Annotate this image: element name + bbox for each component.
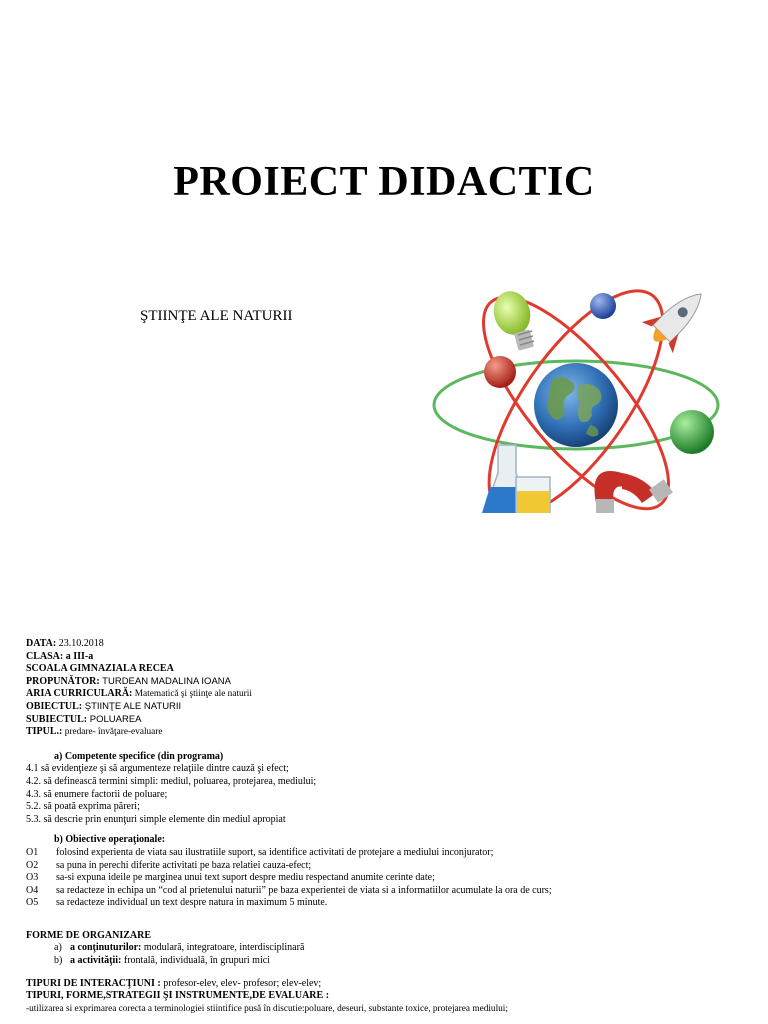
document-body	[26, 638, 756, 1015]
info-subject: OBIECTUL: ŞTIINŢE ALE NATURII	[26, 700, 182, 712]
info-area: ARIA CURRICULARĂ: Matematică şi ştiinţe ale naturii	[26, 688, 252, 700]
objective-item: O5 sa redacteze individual un text despre natura in maximum 5 minute.	[26, 897, 328, 909]
light-bulb-icon	[489, 287, 535, 351]
tipuri-forme-heading: TIPURI, FORME,STRATEGII ŞI INSTRUMENTE,DE EVALUARE :	[26, 990, 330, 1002]
beaker-icon	[516, 477, 550, 513]
competenta-item: 5.3. să descrie prin enunţuri simple elemente din mediul apropiat	[26, 813, 286, 825]
competenta-item: 4.3. să enumere factorii de poluare;	[26, 788, 168, 800]
info-type: TIPUL.: predare- învăţare-evaluare	[26, 726, 163, 738]
obiective-heading: b) Obiective operaţionale:	[54, 834, 166, 846]
earth-globe-icon	[534, 363, 618, 447]
info-topic: SUBIECTUL: POLUAREA	[26, 713, 142, 725]
last-line: -utilizarea si exprimarea corecta a terminologiei stiintifice pusă în discutie:poluare, deseuri, substante toxice, protejarea mediului;	[26, 1003, 508, 1014]
forme-item: b) a activităţii: frontală, individuală, în grupuri mici	[54, 955, 270, 967]
competenta-item: 4.1 să evidenţieze şi să argumenteze relaţiile dintre cauză şi efect;	[26, 763, 289, 775]
info-school: SCOALA GIMNAZIALA RECEA	[26, 663, 174, 675]
objective-item: O4 sa redacteze in echipa un “cod al prietenului naturii” pe baza experientei de viata si a informatiilor acumulate la ora de curs;	[26, 884, 552, 896]
info-class: CLASA: a III-a	[26, 650, 94, 662]
forme-item: a) a conţinuturilor: modulară, integratoare, interdisciplinară	[54, 942, 305, 954]
page-title: PROIECT DIDACTIC	[173, 159, 595, 205]
objective-item: O1 folosind experienta de viata sau ilustratiile suport, sa identifice activitati de protejare a mediului inconjurator;	[26, 846, 494, 858]
tipuri-interactiuni: TIPURI DE INTERACŢIUNI : profesor-elev, elev- profesor; elev-elev;	[26, 977, 322, 989]
objective-item: O3 sa-si expuna ideile pe marginea unui text suport despre mediu respectand anumite cerinte date;	[26, 872, 435, 884]
competenta-item: 4.2. să definească termini simpli: mediul, poluarea, protejarea, mediului;	[26, 775, 317, 787]
blue-sphere-icon	[590, 293, 616, 319]
subject-heading: ŞTIINŢE ALE NATURII	[140, 308, 293, 324]
objective-item: O2 sa puna in perechi diferite activitati pe baza relatiei cauza-efect;	[26, 859, 312, 871]
red-sphere-icon	[484, 356, 516, 388]
competente-heading: a) Competente specifice (din programa)	[54, 750, 224, 762]
science-illustration	[430, 285, 722, 513]
info-date: DATA: 23.10.2018	[26, 638, 104, 649]
green-sphere-icon	[670, 410, 714, 454]
forme-heading: FORME DE ORGANIZARE	[26, 929, 152, 941]
info-author: PROPUNĂTOR: TURDEAN MADALINA IOANA	[26, 675, 231, 687]
competenta-item: 5.2. să poată exprima păreri;	[26, 801, 140, 813]
